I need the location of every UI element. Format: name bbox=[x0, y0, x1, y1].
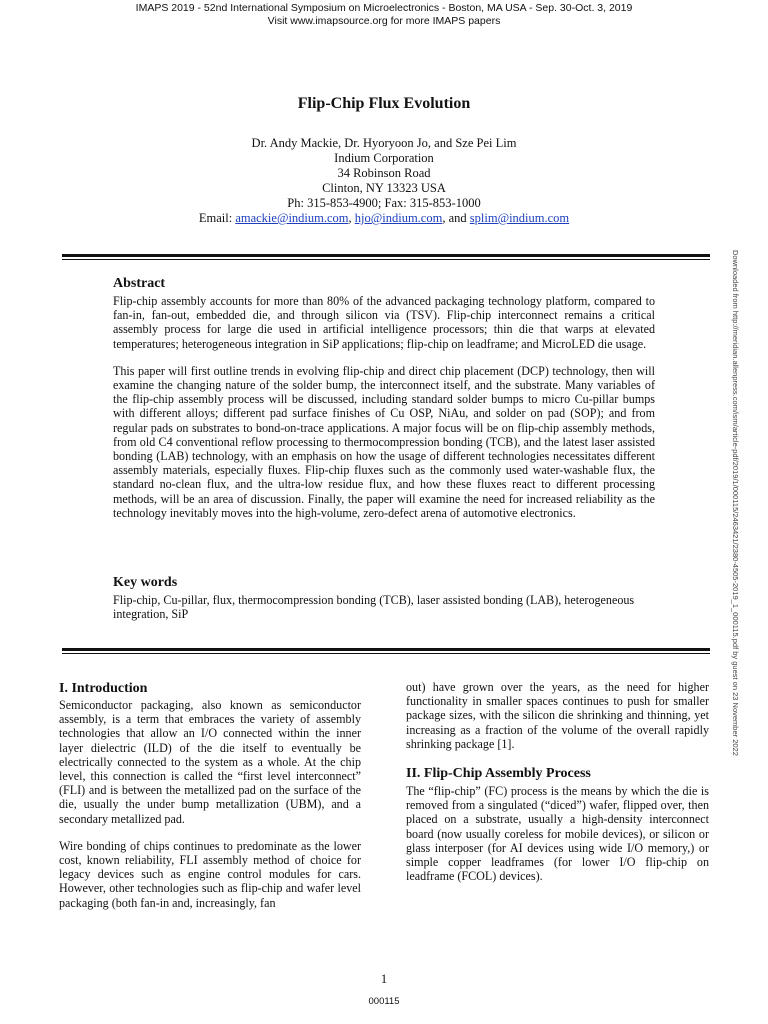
email-label: Email: bbox=[198, 211, 236, 225]
author-names: Dr. Andy Mackie, Dr. Hyoryoon Jo, and Sze Pei Lim bbox=[251, 136, 517, 150]
section-divider-top bbox=[62, 254, 710, 260]
introduction-paragraph: Semiconductor packaging, also known as semiconductor assembly, is a term that embraces the variety of assembly technologies that allow an I/O connected within the inner layer dielectric (ILD) of the die itself to eventually be electrically connected to the system as a whole. At the chip level, this connection is called the “first level interconnect” (FLI) and is between the metallized pad on the surface of the die, usually the under bump metallization (UBM), and a secondary metallized pad. bbox=[59, 698, 361, 826]
right-column bbox=[406, 680, 709, 883]
download-watermark: Downloaded from http://meridian.allenpress.com/ism/article-pdf/2019/1/000115/2463421/2380-4505-2019_1_000115.pdf by guest on 23 November 2022 bbox=[731, 250, 740, 756]
left-column bbox=[59, 681, 361, 910]
page-code: 000115 bbox=[368, 996, 400, 1007]
conference-header bbox=[0, 2, 768, 28]
introduction-heading: I. Introduction bbox=[59, 681, 148, 696]
visit-line: Visit www.imapsource.org for more IMAPS papers bbox=[267, 15, 501, 27]
section-divider-bottom bbox=[62, 648, 710, 654]
author-block bbox=[0, 136, 768, 226]
flip-chip-process-heading: II. Flip-Chip Assembly Process bbox=[406, 766, 591, 782]
abstract-section bbox=[113, 276, 655, 520]
keywords-heading: Key words bbox=[113, 575, 178, 590]
introduction-paragraph-continued bbox=[59, 839, 361, 910]
email-link-lim[interactable]: splim@indium.com bbox=[469, 211, 570, 225]
author-street: 34 Robinson Road bbox=[337, 166, 431, 180]
keywords-section bbox=[113, 575, 655, 621]
conference-line: IMAPS 2019 - 52nd International Symposium on Microelectronics - Boston, MA USA - Sep. 30-Oct. 3, 2019 bbox=[135, 2, 633, 14]
author-city: Clinton, NY 13323 USA bbox=[322, 181, 446, 195]
abstract-heading: Abstract bbox=[113, 276, 166, 291]
author-email-line bbox=[0, 211, 768, 226]
author-phone: Ph: 315-853-4900; Fax: 315-853-1000 bbox=[287, 196, 481, 210]
email-link-jo[interactable]: hjo@indium.com bbox=[354, 211, 443, 225]
email-separator: , and bbox=[442, 211, 470, 225]
keywords-text: Flip-chip, Cu-pillar, flux, thermocompression bonding (TCB), laser assisted bonding (LAB), heterogeneous integration, SiP bbox=[113, 593, 635, 622]
abstract-paragraph: Flip-chip assembly accounts for more than 80% of the advanced packaging technology platform, compared to fan-in, fan-out, embedded die, and through silicon via (TSV). Flip-chip interconnect remains a critical assembly process for large die used in artificial intelligence processors; thin die that warps at elevated temperatures; heterogeneous integration in SiP applications; flip-chip on leadframe; and MicroLED die usage. bbox=[113, 294, 655, 351]
author-organization: Indium Corporation bbox=[334, 151, 434, 165]
page-number: 1 bbox=[380, 972, 388, 986]
email-separator: , bbox=[348, 211, 355, 225]
introduction-paragraph-part: out) have grown over the years, as the need for higher functionality in smaller spaces continues to push for smaller package sizes, with the silicon die shrinking and thinning, yet increasing as a fraction of the volume of the overall rapidly shrinking package [1]. bbox=[406, 680, 709, 751]
email-link-mackie[interactable]: amackie@indium.com bbox=[235, 211, 349, 225]
introduction-paragraph-tail bbox=[406, 680, 709, 751]
abstract-paragraph: This paper will first outline trends in evolving flip-chip and direct chip placement (DCP) technology, then will examine the changing nature of the solder bump, the interconnect itself, and the substrate. Many variables of the flip-chip assembly process will be discussed, including standard solder bumps to micro Cu-pillar bumps with different alloys; different pad surface finishes of Cu OSP, NiAu, and solder on pad (SOP); and from regular pads on substrates to bond-on-trace applications. A major focus will be on flip-chip assembly methods, from old C4 conventional reflow processing to thermocompression bonding (TCB), and the latest laser assisted bonding (LAB) technology, with an emphasis on how the usage of different technologies necessitates different assembly materials, especially fluxes. Flip-chip fluxes such as the commonly used water-washable flux, the standard no-clean flux, and the ultra-low residue flux, and how these fluxes react to different processing methods, will be an area of discussion. Finally, the paper will examine the need for increased reliability as the technology inevitably moves into the high-volume, zero-defect arena of automotive electronics. bbox=[113, 363, 655, 520]
introduction-paragraph-part: Wire bonding of chips continues to predominate as the lower cost, known reliability, FLI assembly method of choice for legacy devices such as engine control modules for cars. However, other technologies such as flip-chip and wafer level packaging (both fan-in and, increasingly, fan bbox=[59, 838, 361, 910]
flip-chip-process-paragraph: The “flip-chip” (FC) process is the means by which the die is removed from a singulated (“diced”) wafer, flipped over, then placed on a substrate, usually a high-density interconnect board (now usually coreless for mobile devices), or silicon or glass interposer (for AI devices using wide I/O memory,) or simple copper leadframes (for lower I/O flip-chip on leadframe (FCOL) devices). bbox=[406, 784, 709, 884]
paper-title: Flip-Chip Flux Evolution bbox=[297, 95, 471, 112]
